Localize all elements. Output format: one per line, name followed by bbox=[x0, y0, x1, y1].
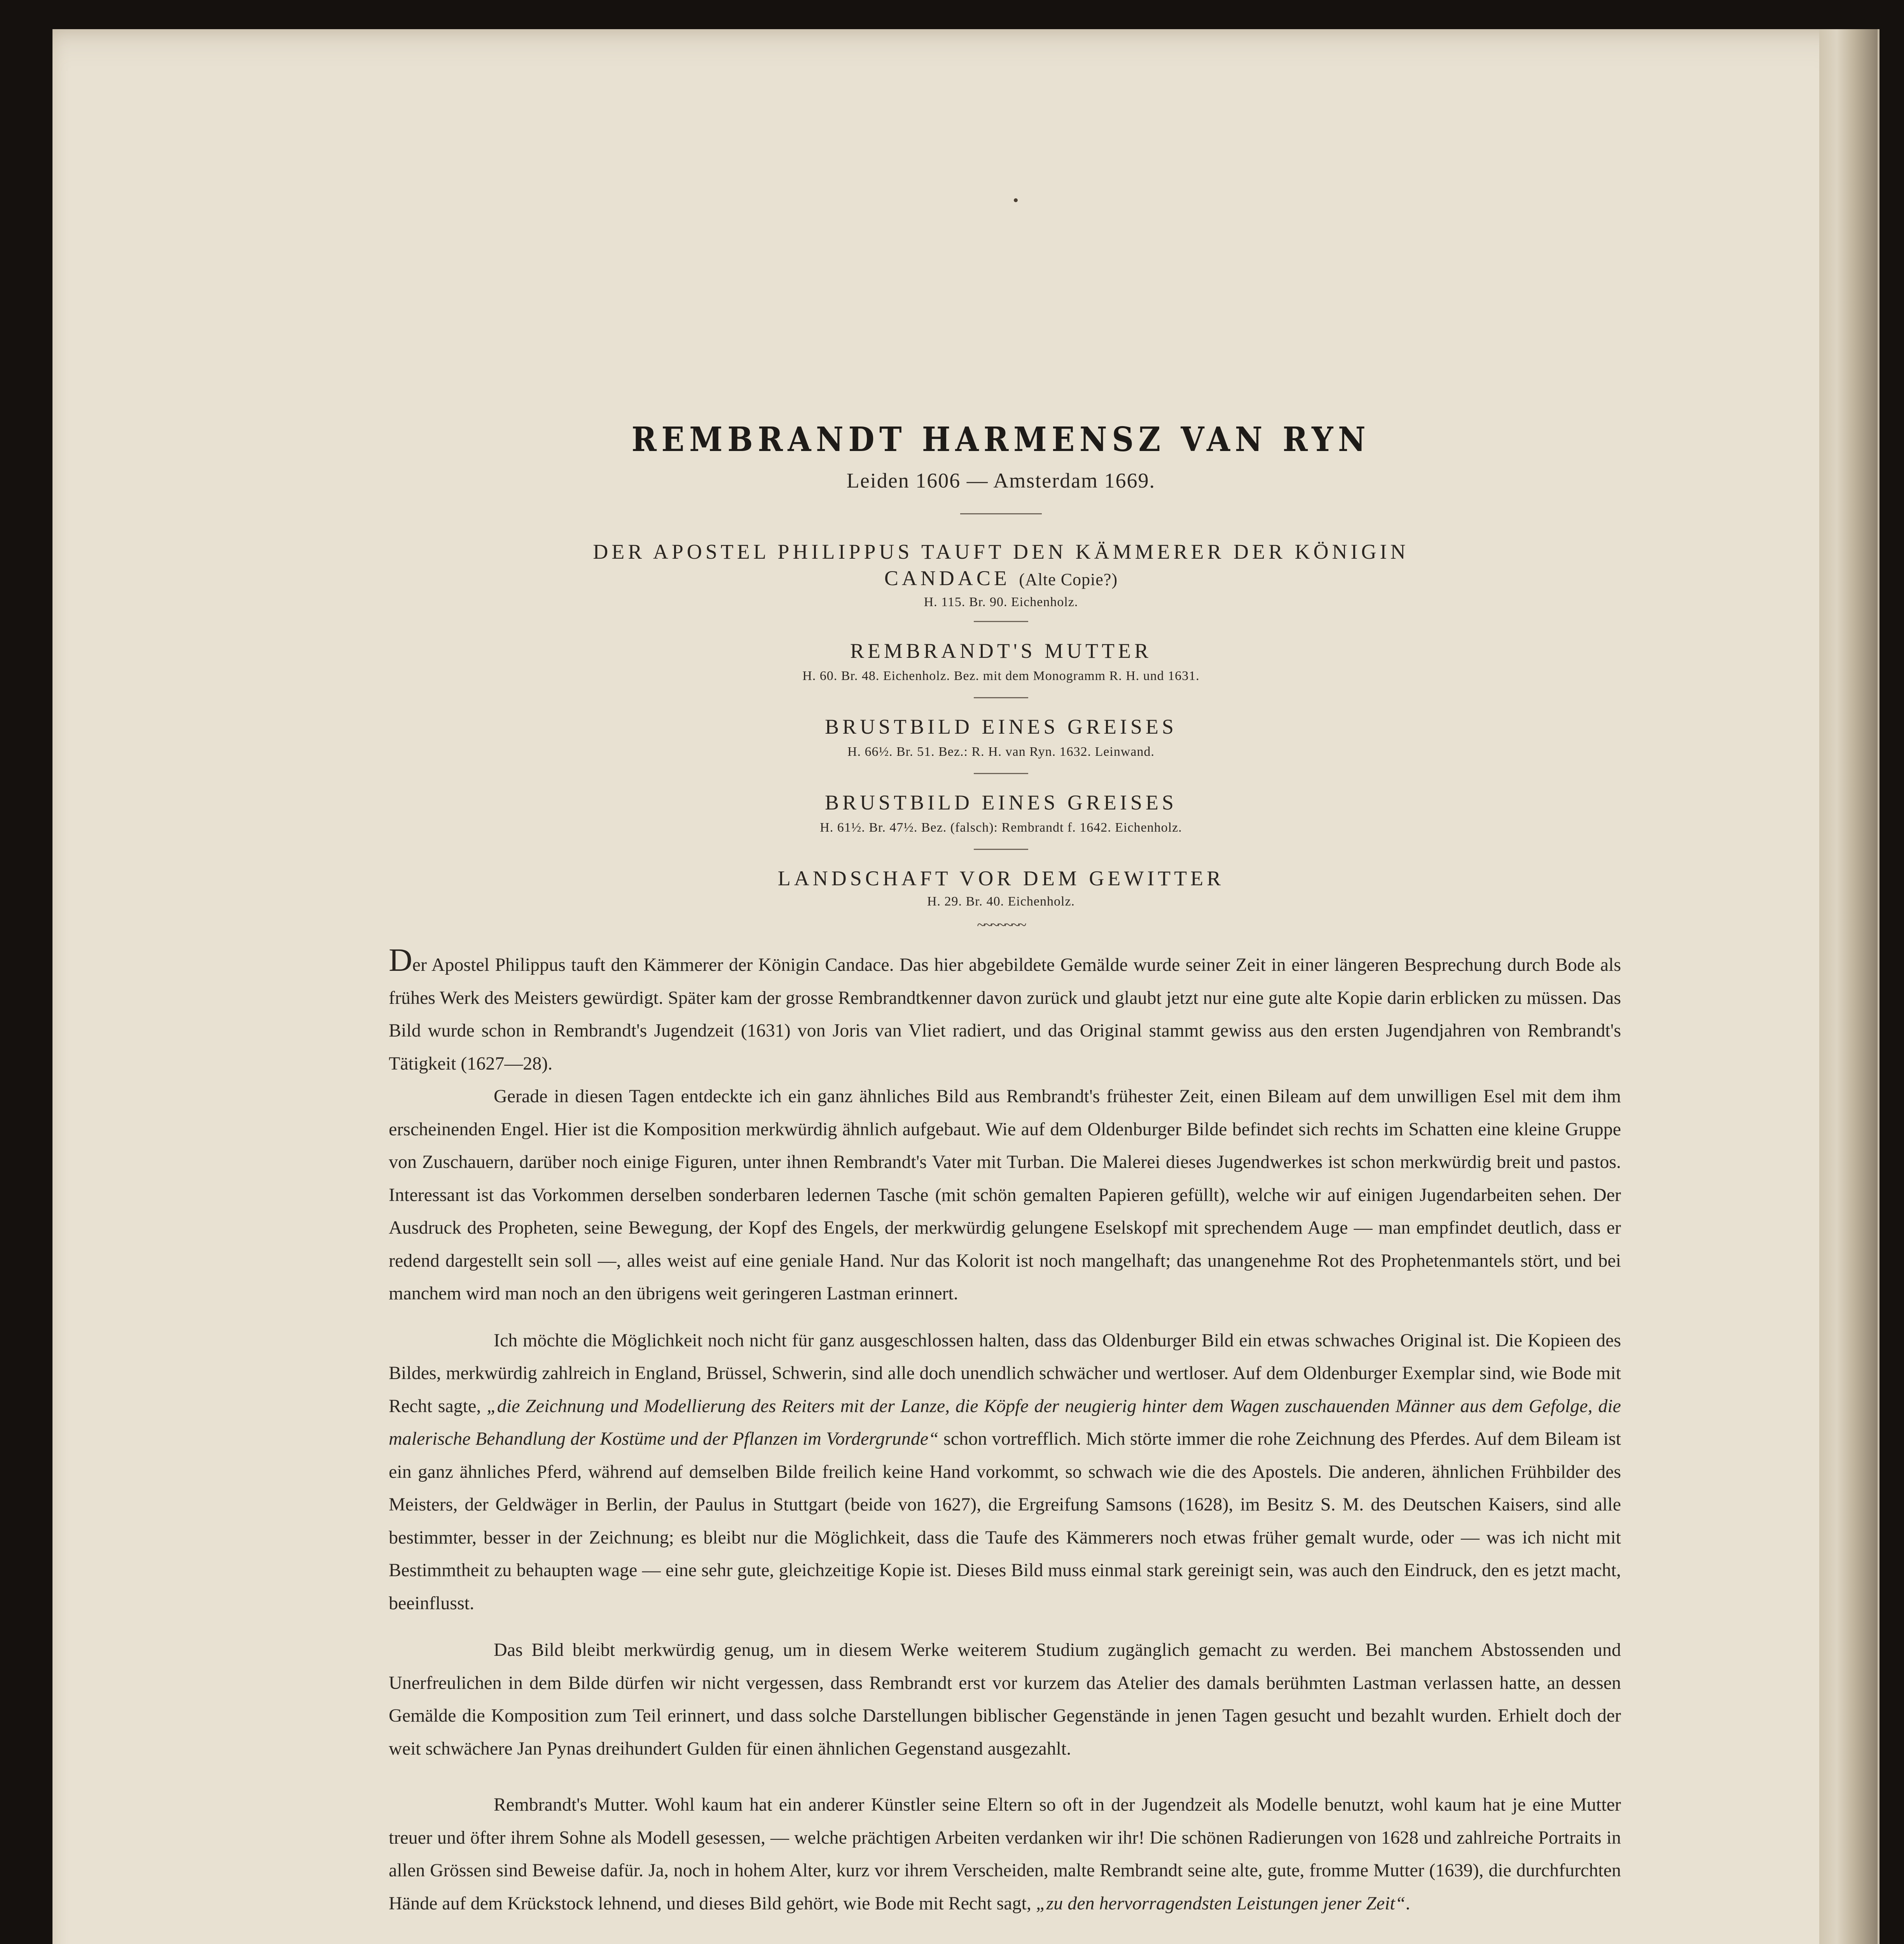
work-title-4: BRUSTBILD EINES GREISES bbox=[824, 791, 1177, 814]
drop-cap: D bbox=[389, 942, 412, 978]
page-title: REMBRANDT HARMENSZ VAN RYN bbox=[631, 420, 1371, 459]
divider-rule bbox=[974, 697, 1028, 698]
work-meta-1: H. 115. Br. 90. Eichenholz. bbox=[924, 595, 1078, 609]
page-subtitle: Leiden 1606 — Amsterdam 1669. bbox=[846, 469, 1156, 492]
paragraph-4: Das Bild bleibt merkwürdig genug, um in diesem Werke weiterem Studium zugänglich gemacht zu werden. Bei manchem Abstossenden und Unerfreulichen in dem Bilde dürfen wir nicht vergessen, dass Rembrandt erst vor kurzem das Atelier des damals berühmten Lastman verlassen hatte, an dessen Gemälde die Komposition zum Teil erinnert, und dass solche Darstellungen biblischer Gegenstände in jenen Tagen gesucht und bezahlt wurden. Erhielt doch der weit schwächere Jan Pynas dreihundert Gulden für einen ähnlichen Gegenstand ausgezahlt. bbox=[389, 1640, 1621, 1759]
work-meta-2: H. 60. Br. 48. Eichenholz. Bez. mit dem Monogramm R. H. und 1631. bbox=[802, 669, 1200, 683]
paper-speck bbox=[1014, 198, 1018, 202]
divider-rule bbox=[974, 621, 1028, 622]
work-title-1-note: (Alte Copie?) bbox=[1019, 570, 1118, 589]
page-fold bbox=[1819, 29, 1878, 1944]
paragraph-2: Gerade in diesen Tagen entdeckte ich ein ganz ähnliches Bild aus Rembrandt's frühester Zeit, einen Bileam auf dem unwilligen Esel mit dem ihm erscheinenden Engel. Hier ist die Komposition merkwürdig ähnlich aufgebaut. Wie auf dem Oldenburger Bilde befindet sich rechts im Schatten eine kleine Gruppe von Zuschauern, darüber noch einige Figuren, unter ihnen Rembrandt's Vater mit Turban. Die Malerei dieses Jugendwerkes ist schon merkwürdig breit und pastos. Interessant ist das Vorkommen derselben sonderbaren ledernen Tasche (mit schön gemalten Papieren gefüllt), welche wir auf einigen Jugendarbeiten sehen. Der Ausdruck des Propheten, seine Bewegung, der Kopf des Engels, der merkwürdig gelungene Eselskopf mit sprechendem Auge — man empfindet deutlich, dass er redend dargestellt sein soll —, alles weist auf eine geniale Hand. Nur das Kolorit ist noch mangelhaft; das unangenehme Rot des Prophetenmantels stört, und bei manchem wird man noch an den übrigens weit geringeren Lastman erinnert. bbox=[389, 1086, 1621, 1304]
paragraph-3: Ich möchte die Möglichkeit noch nicht für ganz ausgeschlossen halten, dass das Oldenburger Bild ein etwas schwaches Original ist. Die Kopieen des Bildes, merkwürdig zahlreich in England, Brüssel, Schwerin, sind alle doch unendlich schwächer und wertloser. Auf dem Oldenburger Exemplar sind, wie Bode mit Recht sagte, „die Zeichnung und Modellierung des Reiters mit der Lanze, die Köpfe der neugierig hinter dem Wagen zuschauenden Männer aus dem Gefolge, die malerische Behandlung der Kostüme und der Pflanzen im Vordergrunde“ schon vortrefflich. Mich störte immer die rohe Zeichnung des Pferdes. Auf dem Bileam ist ein ganz ähnliches Pferd, während auf demselben Bilde freilich keine Hand vorkommt, so schwach wie die des Apostels. Die anderen, ähnlichen Frühbilder des Meisters, der Geldwäger in Berlin, der Paulus in Stuttgart (beide von 1627), die Ergreifung Samsons (1628), im Besitz S. M. des Deutschen Kaisers, sind alle bestimmter, besser in der Zeichnung; es bleibt nur die Möglichkeit, dass die Taufe des Kämmerers noch etwas früher gemalt wurde, oder — was ich nicht mit Bestimmtheit zu behaupten wage — eine sehr gute, gleichzeitige Kopie ist. Dieses Bild muss einmal stark gereinigt sein, was auch den Eindruck, den es jetzt macht, beeinflusst. bbox=[389, 1330, 1621, 1614]
bode-quote-2: „zu den hervorragendsten Leistungen jener Zeit“ bbox=[1036, 1893, 1406, 1914]
divider-rule bbox=[974, 773, 1028, 774]
work-title-1-line1: DER APOSTEL PHILIPPUS TAUFT DEN KÄMMERER DER KÖNIGIN bbox=[593, 540, 1409, 563]
divider-rule bbox=[974, 849, 1028, 850]
ornament-wave: ~~~~~~~ bbox=[977, 916, 1025, 934]
work-meta-5: H. 29. Br. 40. Eichenholz. bbox=[927, 894, 1075, 909]
work-meta-3: H. 66½. Br. 51. Bez.: R. H. van Ryn. 1632. Leinwand. bbox=[847, 745, 1155, 759]
article-body bbox=[389, 942, 1621, 1920]
divider-rule bbox=[960, 513, 1042, 514]
bode-quote: „die Zeichnung und Modellierung des Reiters mit der Lanze, die Köpfe der neugierig hinter dem Wagen zuschauenden Männer aus dem Gefolge, die malerische Behandlung der Kostüme und der Pflanzen im Vordergrunde“ bbox=[389, 1395, 1621, 1449]
work-title-1 bbox=[389, 538, 1613, 593]
work-title-2: REMBRANDT'S MUTTER bbox=[850, 639, 1152, 663]
work-title-3: BRUSTBILD EINES GREISES bbox=[824, 715, 1177, 738]
work-meta-4: H. 61½. Br. 47½. Bez. (falsch): Rembrandt f. 1642. Eichenholz. bbox=[820, 820, 1182, 835]
paragraph-5: Rembrandt's Mutter. Wohl kaum hat ein anderer Künstler seine Eltern so oft in der Jugendzeit als Modelle benutzt, wohl kaum hat je eine Mutter treuer und öfter ihrem Sohne als Modell gesessen, — welche prächtigen Arbeiten verdanken wir ihr! Die schönen Radierungen von 1628 und zahlreiche Portraits in allen Grössen sind Beweise dafür. Ja, noch in hohem Alter, kurz vor ihrem Verscheiden, malte Rembrandt seine alte, gute, fromme Mutter (1639), die durchfurchten Hände auf dem Krückstock lehnend, und dieses Bild gehört, wie Bode mit Recht sagt, „zu den hervorragendsten Leistungen jener Zeit“. bbox=[389, 1794, 1621, 1914]
paragraph-1: Der Apostel Philippus tauft den Kämmerer der Königin Candace. Das hier abgebildete Gemälde wurde seiner Zeit in einer längeren Besprechung durch Bode als frühes Werk des Meisters gewürdigt. Später kam der grosse Rembrandtkenner davon zurück und glaubt jetzt nur eine gute alte Kopie darin erblicken zu müssen. Das Bild wurde schon in Rembrandt's Jugendzeit (1631) von Joris van Vliet radiert, und das Original stammt gewiss aus den ersten Jugendjahren von Rembrandt's Tätigkeit (1627—28). bbox=[389, 942, 1621, 1074]
work-title-5: LANDSCHAFT VOR DEM GEWITTER bbox=[777, 867, 1224, 890]
work-title-1-line2: CANDACE (Alte Copie?) bbox=[884, 566, 1118, 590]
